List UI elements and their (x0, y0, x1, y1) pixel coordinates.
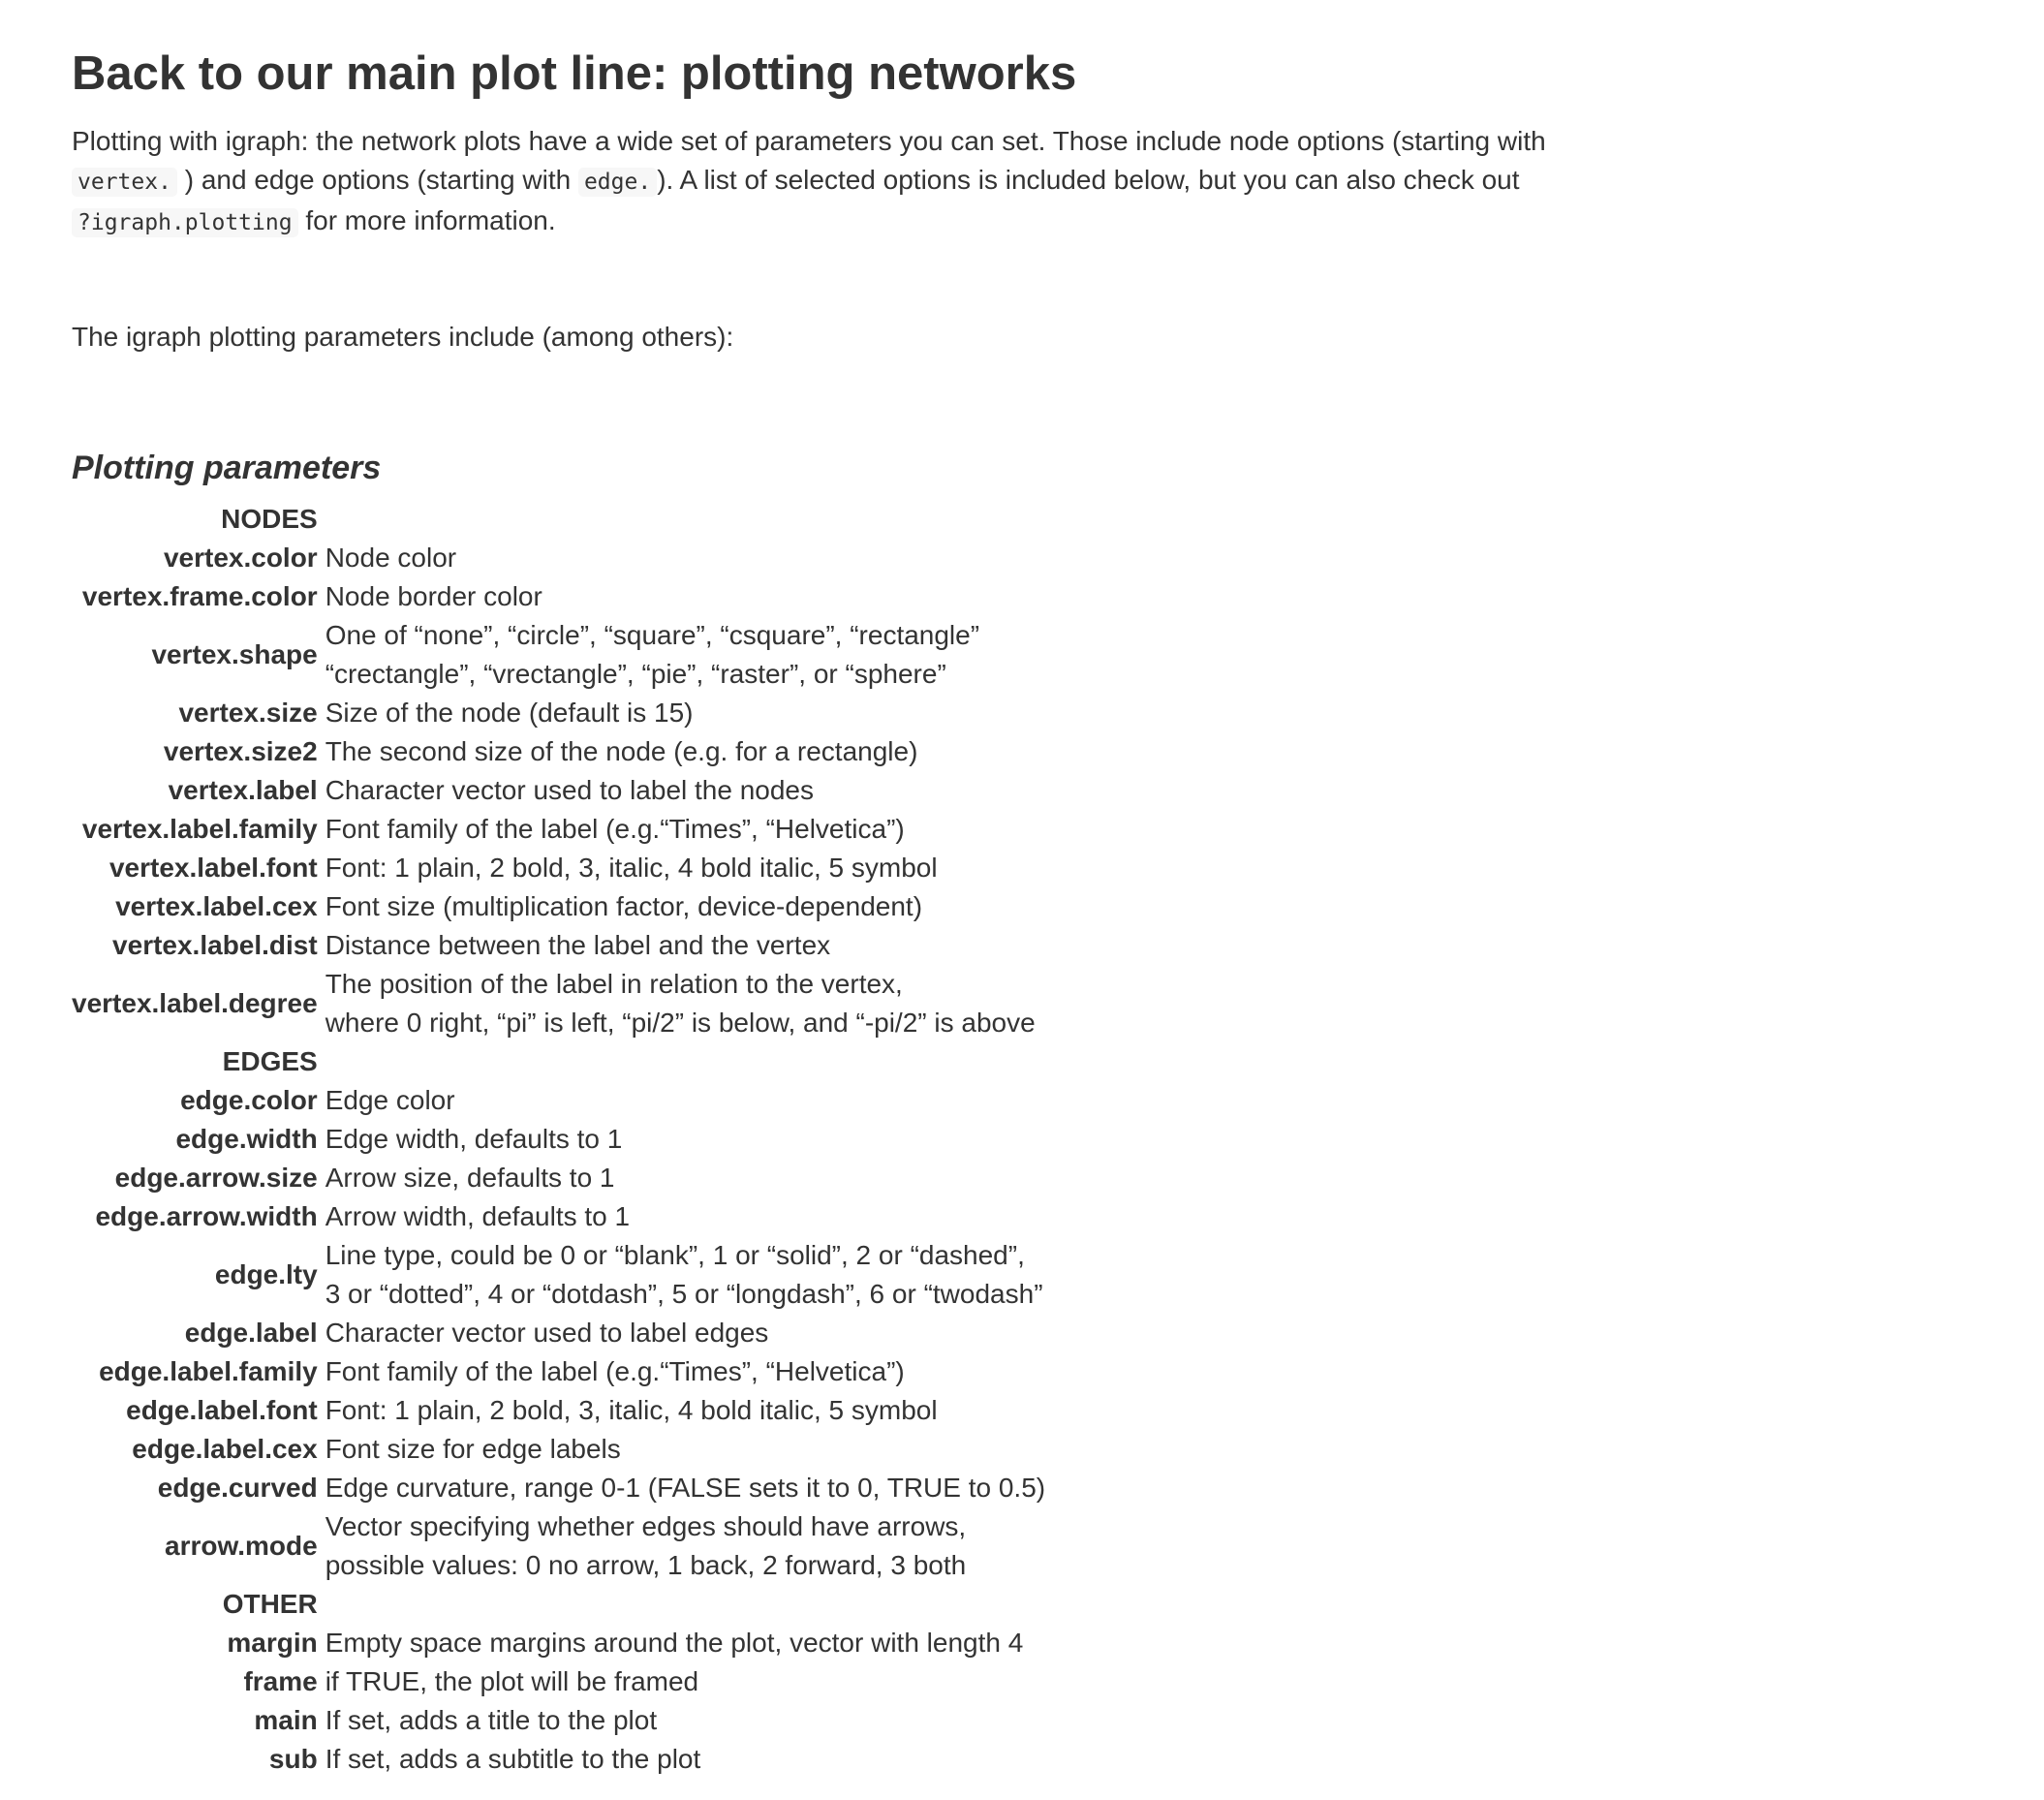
parameter-row (72, 1197, 1045, 1236)
parameter-description (325, 771, 1045, 810)
parameter-name: sub (268, 1744, 318, 1774)
parameter-name: edge.arrow.size (114, 1163, 318, 1193)
document-content (72, 0, 1719, 1779)
parameter-row (72, 1120, 1045, 1159)
parameter-row (72, 539, 1045, 577)
parameter-description (325, 1469, 1045, 1507)
parameters-table (72, 500, 1045, 1779)
parameter-description (325, 1120, 1045, 1159)
parameter-description (325, 1314, 1045, 1352)
parameter-name: margin (227, 1628, 318, 1658)
group-heading-spacer (325, 1042, 1045, 1081)
parameter-row (72, 965, 1045, 1042)
parameter-description-line: Vector specifying whether edges should have arrows, (325, 1511, 967, 1541)
parameter-row (72, 926, 1045, 965)
parameter-description (325, 1507, 1045, 1585)
parameter-name: vertex.label.font (108, 853, 318, 883)
parameter-description (325, 965, 1045, 1042)
parameter-name: edge.label.cex (132, 1434, 318, 1464)
group-heading-spacer (325, 500, 1045, 539)
parameter-description-line: Character vector used to label the nodes (325, 775, 815, 805)
parameter-name: vertex.label.family (81, 814, 318, 844)
parameter-name: vertex.label.dist (112, 930, 318, 960)
parameter-description-line: One of “none”, “circle”, “square”, “csquare”, “rectangle” (325, 620, 980, 650)
parameter-description-line: If set, adds a title to the plot (325, 1705, 658, 1735)
parameter-description-line: The position of the label in relation to the vertex, (325, 969, 903, 999)
parameter-row (72, 1662, 1045, 1701)
parameter-description (325, 1236, 1045, 1314)
parameter-row (72, 616, 1045, 694)
parameter-row (72, 849, 1045, 887)
parameter-description-line: 3 or “dotted”, 4 or “dotdash”, 5 or “longdash”, 6 or “twodash” (325, 1279, 1043, 1309)
parameter-description-line: if TRUE, the plot will be framed (325, 1666, 699, 1696)
inline-code-igraph-plotting: ?igraph.plotting (72, 208, 298, 237)
group-heading: EDGES (222, 1046, 318, 1076)
parameter-description (325, 849, 1045, 887)
parameter-row (72, 1624, 1045, 1662)
parameter-name: edge.label (184, 1318, 318, 1348)
parameter-row (72, 1314, 1045, 1352)
intro-paragraph (72, 122, 1719, 242)
parameter-name: edge.color (180, 1085, 318, 1115)
parameter-name: vertex.label.degree (72, 988, 318, 1018)
section-title: Plotting parameters (72, 450, 382, 486)
parameter-row (72, 1469, 1045, 1507)
parameter-description-line: where 0 right, “pi” is left, “pi/2” is below, and “-pi/2” is above (325, 1008, 1036, 1038)
parameter-row (72, 1430, 1045, 1469)
parameter-description (325, 1624, 1045, 1662)
intro-text-4: for more information. (305, 205, 556, 235)
parameter-description-line: Font: 1 plain, 2 bold, 3, italic, 4 bold italic, 5 symbol (325, 1395, 938, 1425)
parameter-name: vertex.label.cex (115, 891, 318, 921)
parameter-description-line: Empty space margins around the plot, vector with length 4 (325, 1628, 1024, 1658)
parameter-description-line: The second size of the node (e.g. for a rectangle) (325, 736, 918, 766)
parameter-description-line: Node color (325, 543, 457, 573)
parameter-description-line: Font family of the label (e.g.“Times”, “Helvetica”) (325, 1356, 905, 1386)
parameter-name: vertex.color (163, 543, 318, 573)
parameter-description (325, 810, 1045, 849)
parameter-name: vertex.frame.color (81, 581, 318, 611)
parameter-description (325, 1662, 1045, 1701)
group-heading-row (72, 500, 1045, 539)
parameter-name: edge.label.family (99, 1356, 318, 1386)
parameter-description-line: Edge curvature, range 0-1 (FALSE sets it to 0, TRUE to 0.5) (325, 1473, 1046, 1503)
parameter-description-line: Font: 1 plain, 2 bold, 3, italic, 4 bold italic, 5 symbol (325, 853, 938, 883)
parameters-table-body (72, 500, 1045, 1779)
parameter-description-line: If set, adds a subtitle to the plot (325, 1744, 701, 1774)
parameter-description-line: Distance between the label and the vertex (325, 930, 831, 960)
parameter-description (325, 1430, 1045, 1469)
parameter-description (325, 1197, 1045, 1236)
parameter-description-line: Edge color (325, 1085, 455, 1115)
parameter-description (325, 1159, 1045, 1197)
parameter-row (72, 694, 1045, 732)
parameter-row (72, 1740, 1045, 1779)
parameter-row (72, 810, 1045, 849)
parameter-description (325, 1352, 1045, 1391)
params-intro-text: The igraph plotting parameters include (among others): (72, 322, 734, 352)
parameter-description-line: Font size (multiplication factor, device-dependent) (325, 891, 923, 921)
intro-text-1: Plotting with igraph: the network plots have a wide set of parameters you can set. Those include node options (starting with (72, 126, 1546, 156)
parameter-description-line: Size of the node (default is 15) (325, 698, 694, 728)
parameter-name: edge.label.font (126, 1395, 318, 1425)
parameter-row (72, 1507, 1045, 1585)
parameter-name: vertex.label (168, 775, 318, 805)
group-heading: NODES (221, 504, 318, 534)
parameter-description-line: Edge width, defaults to 1 (325, 1124, 623, 1154)
parameter-description (325, 887, 1045, 926)
parameter-description (325, 1391, 1045, 1430)
parameter-description-line: possible values: 0 no arrow, 1 back, 2 forward, 3 both (325, 1550, 967, 1580)
parameter-row (72, 1701, 1045, 1740)
parameter-row (72, 1081, 1045, 1120)
parameter-row (72, 771, 1045, 810)
parameter-description (325, 694, 1045, 732)
parameter-name: vertex.size2 (163, 736, 318, 766)
parameter-description-line: Font family of the label (e.g.“Times”, “Helvetica”) (325, 814, 905, 844)
parameter-description (325, 1701, 1045, 1740)
parameter-row (72, 1236, 1045, 1314)
page-title: Back to our main plot line: plotting networks (72, 47, 1077, 100)
parameter-description-line: Arrow size, defaults to 1 (325, 1163, 615, 1193)
group-heading-row (72, 1042, 1045, 1081)
parameter-name: vertex.shape (151, 639, 318, 669)
parameter-row (72, 1391, 1045, 1430)
group-heading: OTHER (222, 1589, 318, 1619)
parameter-name: main (254, 1705, 318, 1735)
parameter-row (72, 732, 1045, 771)
parameter-description (325, 577, 1045, 616)
parameter-description (325, 732, 1045, 771)
intro-text-3: ). A list of selected options is included below, but you can also check out (657, 165, 1520, 195)
parameter-description-line: Character vector used to label edges (325, 1318, 769, 1348)
parameter-description-line: “crectangle”, “vrectangle”, “pie”, “raster”, or “sphere” (325, 659, 946, 689)
parameter-name: arrow.mode (165, 1531, 318, 1561)
parameter-row (72, 887, 1045, 926)
parameter-name: frame (243, 1666, 318, 1696)
parameter-name: vertex.size (178, 698, 318, 728)
parameter-name: edge.lty (214, 1259, 318, 1289)
intro-text-2: ) and edge options (starting with (184, 165, 572, 195)
parameter-description (325, 1740, 1045, 1779)
parameter-description-line: Font size for edge labels (325, 1434, 621, 1464)
parameter-description (325, 1081, 1045, 1120)
parameter-description-line: Node border color (325, 581, 542, 611)
parameter-name: edge.arrow.width (95, 1201, 318, 1231)
parameter-name: edge.width (175, 1124, 318, 1154)
parameter-description (325, 616, 1045, 694)
inline-code-vertex: vertex. (72, 168, 177, 197)
parameter-row (72, 577, 1045, 616)
parameter-description (325, 926, 1045, 965)
parameter-row (72, 1352, 1045, 1391)
parameter-description-line: Line type, could be 0 or “blank”, 1 or “solid”, 2 or “dashed”, (325, 1240, 1025, 1270)
group-heading-row (72, 1585, 1045, 1624)
parameter-description (325, 539, 1045, 577)
group-heading-spacer (325, 1585, 1045, 1624)
parameter-name: edge.curved (157, 1473, 318, 1503)
inline-code-edge: edge. (578, 168, 657, 197)
parameter-description-line: Arrow width, defaults to 1 (325, 1201, 631, 1231)
parameter-row (72, 1159, 1045, 1197)
